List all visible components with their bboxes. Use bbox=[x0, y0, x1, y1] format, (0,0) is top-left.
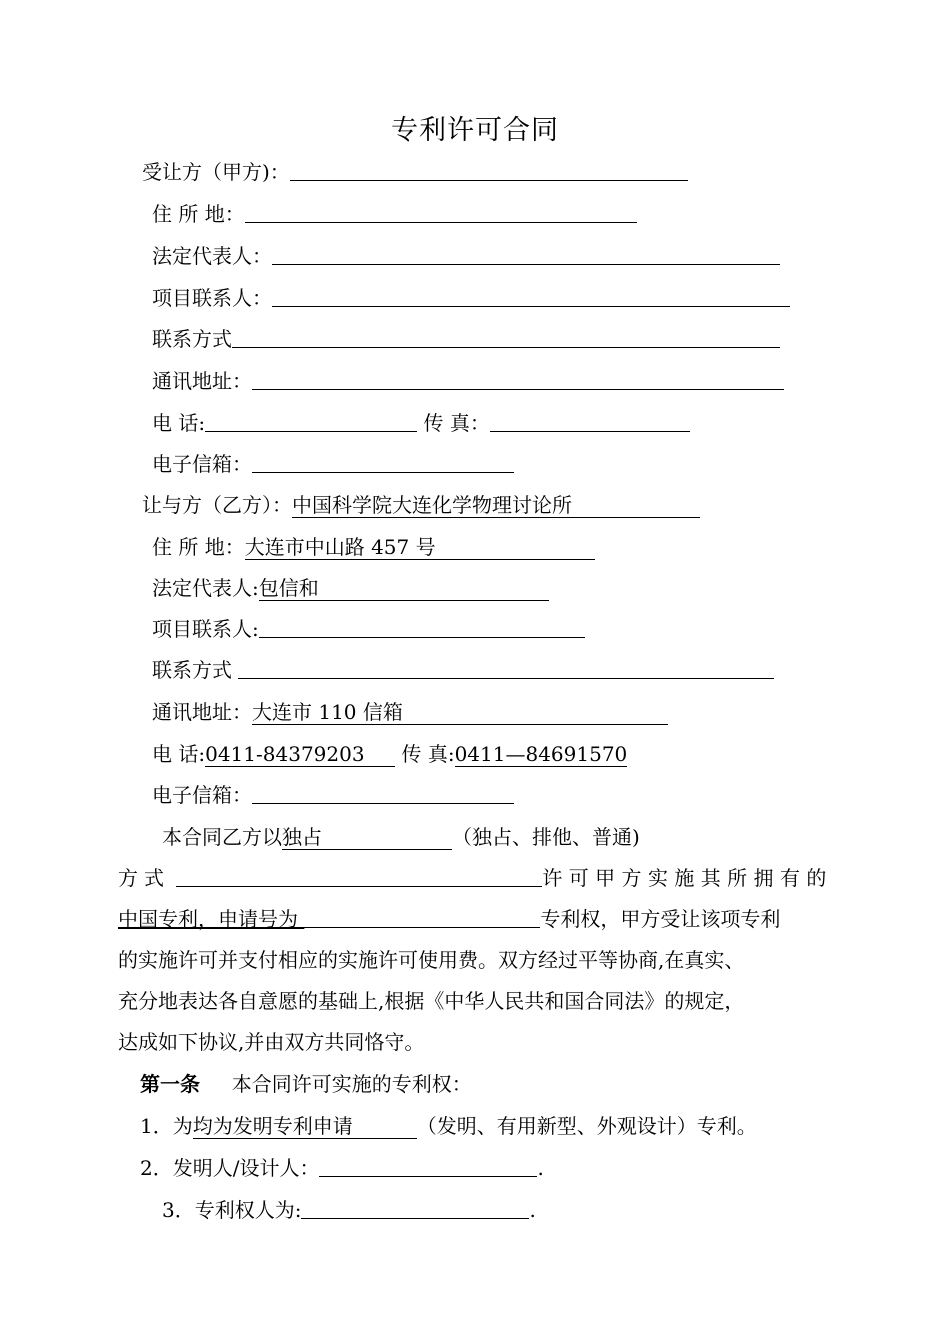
party-a-contact-method-row bbox=[152, 325, 780, 353]
party-a-address-row bbox=[152, 200, 637, 228]
party-a-row bbox=[142, 158, 688, 186]
body-line-5: 充分地表达各自意愿的基础上,根据《中华人民共和国合同法》的规定， bbox=[118, 989, 745, 1013]
article-1-item-1 bbox=[140, 1112, 757, 1140]
item2-suffix: . bbox=[537, 1156, 544, 1180]
body-line-2 bbox=[118, 864, 832, 892]
party-b-address[interactable]: 大连市中山路 457 号 bbox=[245, 535, 595, 560]
party-a-blank[interactable] bbox=[290, 158, 688, 181]
party-b-mail-address-label: 通讯地址： bbox=[152, 700, 252, 724]
party-b-address-row bbox=[152, 533, 595, 561]
license-type-field[interactable]: 独占 bbox=[282, 825, 452, 850]
application-number-blank[interactable] bbox=[304, 905, 540, 928]
party-a-mail-address-blank[interactable] bbox=[252, 367, 784, 390]
party-a-legal-rep-blank[interactable] bbox=[272, 242, 780, 265]
party-a-contact-person-blank[interactable] bbox=[272, 284, 790, 307]
item3-suffix: . bbox=[529, 1198, 536, 1222]
party-a-email-blank[interactable] bbox=[252, 450, 514, 473]
body-line1-suffix: （独占、排他、普通) bbox=[452, 825, 640, 849]
body-line2-suffix: 许可甲方实施其所拥有的 bbox=[542, 866, 833, 890]
article-1-item-2 bbox=[140, 1154, 544, 1182]
party-b-mail-address[interactable]: 大连市 110 信箱 bbox=[252, 700, 668, 725]
party-b-contact-method-blank[interactable] bbox=[238, 656, 774, 679]
body-line1-prefix: 本合同乙方以 bbox=[162, 825, 282, 849]
article-1-heading-text: 本合同许可实施的专利权： bbox=[231, 1072, 472, 1096]
body-line-6: 达成如下协议,并由双方共同恪守。 bbox=[118, 1030, 425, 1054]
party-a-contact-person-row bbox=[152, 284, 790, 312]
party-a-fax-blank[interactable] bbox=[490, 409, 690, 432]
party-b-email-row bbox=[152, 781, 514, 809]
item2-prefix: 2．发明人/设计人： bbox=[140, 1156, 320, 1180]
party-b-contact-method-row bbox=[152, 656, 774, 684]
party-a-email-label: 电子信箱： bbox=[152, 452, 252, 476]
party-b-legal-rep[interactable]: 包信和 bbox=[259, 576, 549, 601]
party-b-label: 让与方（乙方）： bbox=[142, 493, 292, 517]
patentee-blank[interactable] bbox=[301, 1196, 529, 1219]
party-b-fax-label: 传 真: bbox=[401, 742, 455, 766]
party-b-phone[interactable]: 0411-84379203 bbox=[205, 742, 395, 767]
party-b-phone-label: 电 话: bbox=[152, 742, 206, 766]
party-a-phone-label: 电 话: bbox=[152, 411, 206, 435]
party-a-contact-method-blank[interactable] bbox=[232, 325, 780, 348]
party-a-address-blank[interactable] bbox=[245, 200, 637, 223]
body-line-3 bbox=[118, 905, 832, 933]
party-a-mail-address-row bbox=[152, 367, 784, 395]
party-b-contact-person-label: 项目联系人: bbox=[152, 617, 259, 641]
party-a-contact-person-label: 项目联系人： bbox=[152, 286, 272, 310]
party-a-contact-method-label: 联系方式 bbox=[152, 327, 232, 351]
party-a-label: 受让方（甲方)： bbox=[142, 160, 290, 184]
party-b-email-label: 电子信箱： bbox=[152, 783, 252, 807]
inventor-blank[interactable] bbox=[319, 1154, 537, 1177]
party-a-phone-blank[interactable] bbox=[205, 409, 417, 432]
article-1-item-3 bbox=[162, 1196, 536, 1224]
license-method-blank[interactable] bbox=[176, 864, 542, 887]
body-line-1 bbox=[162, 823, 640, 851]
party-b-contact-person-blank[interactable] bbox=[259, 615, 585, 638]
party-b-legal-rep-row bbox=[152, 574, 549, 602]
party-a-legal-rep-row bbox=[152, 242, 780, 270]
party-b-legal-rep-label: 法定代表人: bbox=[152, 576, 259, 600]
party-a-address-label: 住 所 地： bbox=[152, 202, 245, 226]
party-b-phone-row bbox=[152, 740, 627, 768]
body-line2-prefix: 方式 bbox=[118, 866, 170, 890]
party-b-mail-address-row bbox=[152, 698, 668, 726]
party-b-email-blank[interactable] bbox=[252, 781, 514, 804]
item1-suffix: （发明、有用新型、外观设计）专利。 bbox=[416, 1114, 757, 1138]
party-b-contact-method-label: 联系方式 bbox=[152, 658, 232, 682]
body-line-4: 的实施许可并支付相应的实施许可使用费。双方经过平等协商,在真实、 bbox=[118, 948, 745, 972]
party-b-address-label: 住 所 地： bbox=[152, 535, 245, 559]
body-line3-suffix: 专利权，甲方受让该项专利 bbox=[540, 907, 781, 931]
party-b-contact-person-row bbox=[152, 615, 585, 643]
item1-prefix: 1．为 bbox=[140, 1114, 193, 1138]
article-1-heading: 第一条 bbox=[140, 1072, 200, 1096]
patent-type-field[interactable]: 均为发明专利申请 bbox=[193, 1114, 417, 1139]
document-title: 专利许可合同 bbox=[391, 115, 559, 146]
party-b-name[interactable]: 中国科学院大连化学物理讨论所 bbox=[292, 493, 700, 518]
body-line3-underlined: 中国专利，申请号为 bbox=[118, 907, 305, 931]
party-b-row bbox=[142, 491, 700, 519]
item3-prefix: 3．专利权人为: bbox=[162, 1198, 302, 1222]
party-a-email-row bbox=[152, 450, 514, 478]
party-a-phone-row bbox=[152, 409, 690, 437]
article-1-heading-row bbox=[140, 1070, 472, 1098]
party-b-fax[interactable]: 0411—84691570 bbox=[454, 742, 628, 766]
party-a-legal-rep-label: 法定代表人： bbox=[152, 244, 272, 268]
party-a-fax-label: 传 真： bbox=[423, 411, 490, 435]
party-a-mail-address-label: 通讯地址： bbox=[152, 369, 252, 393]
